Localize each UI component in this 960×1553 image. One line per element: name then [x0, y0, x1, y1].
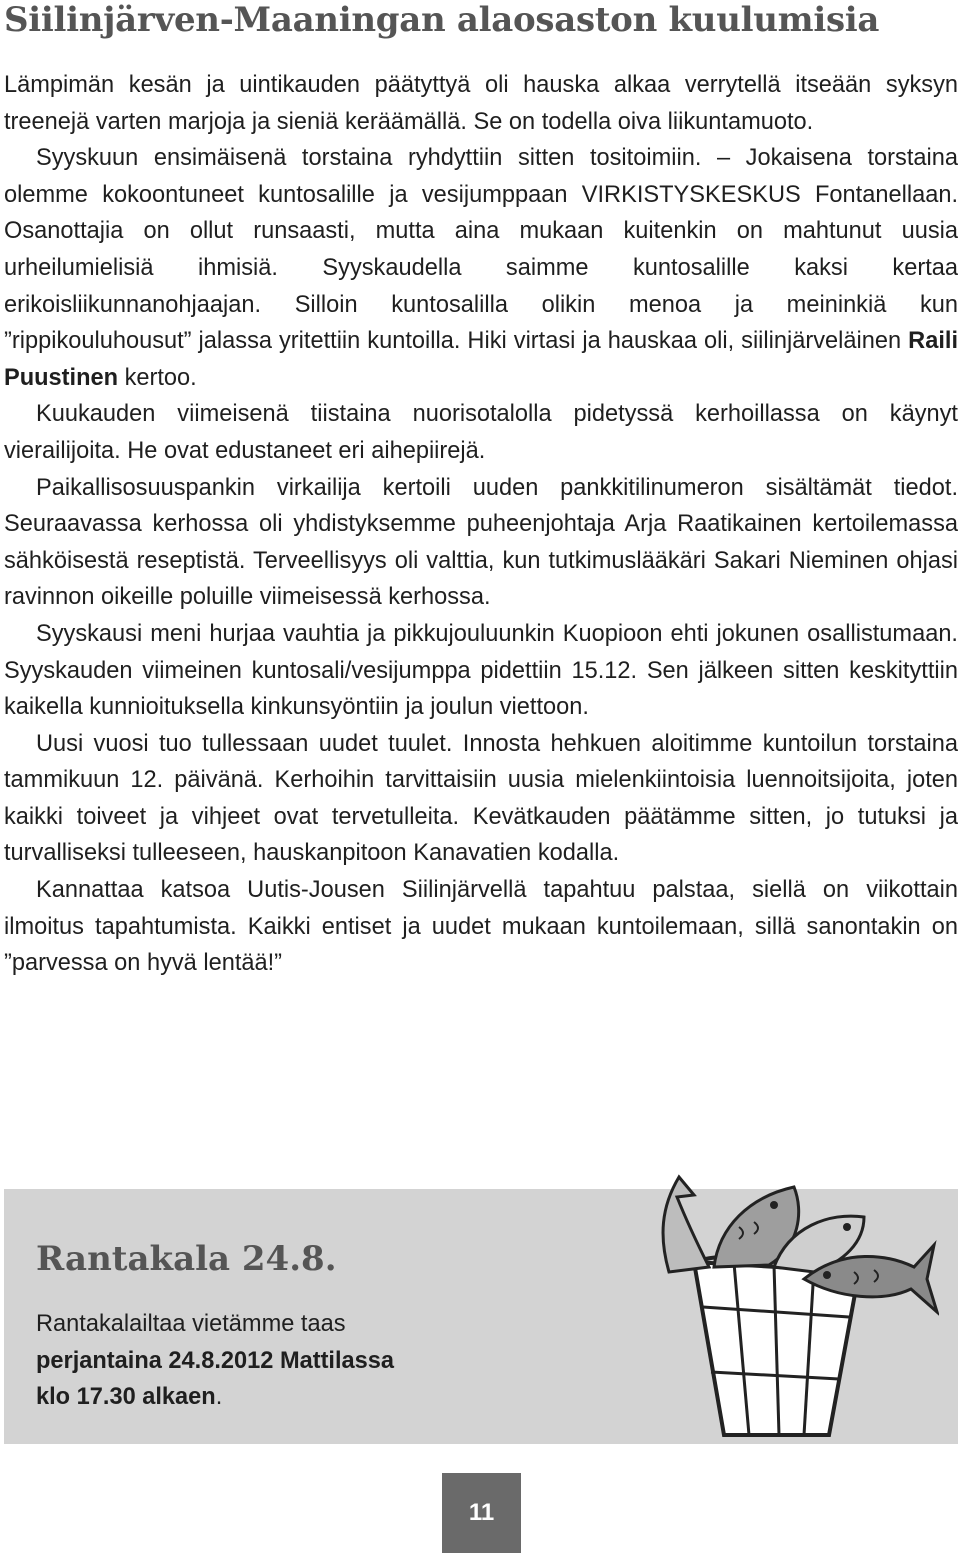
paragraph-7: Kannattaa katsoa Uutis-Jousen Siilinjärvellä tapahtuu palstaa, siellä on viikottain ilmoitus tapahtumista. Kaikki entiset ja uudet mukaan kuntoilemaan, sillä sanontakin on ”parvessa on hyvä lentää!” — [4, 877, 958, 977]
paragraph-2-end: kertoo. — [118, 364, 197, 391]
notice-line-3-suffix: . — [215, 1384, 223, 1410]
page-number: 11 — [468, 1499, 495, 1526]
paragraph-1: Lämpimän kesän ja uintikauden päätyttyä oli hauska alkaa verrytellä itseään syksyn treenejä varten marjoja ja sieniä keräämällä. Se on todella oiva liikuntamuoto. — [4, 72, 958, 135]
notice-line-3-wrap — [36, 1384, 222, 1410]
notice-box — [4, 1189, 958, 1444]
article-body — [4, 67, 958, 982]
notice-text — [36, 1306, 516, 1416]
notice-title: Rantakala 24.8. — [36, 1239, 337, 1279]
paragraph-2 — [4, 140, 958, 396]
notice-line-3: klo 17.30 alkaen — [36, 1384, 216, 1410]
paragraph-4: Paikallisosuuspankin virkailija kertoili uuden pankkitilinumeron sisältämät tiedot. Seuraavassa kerhossa oli yhdistyksemme puheenjohtaja Arja Raatikainen kertoilemassa sähköisestä reseptistä. Terveellisyys oli valttia, kun tutkimuslääkäri Sakari Nieminen ohjasi ravinnon oikeille poluille viimeisessä kerhossa. — [4, 474, 958, 611]
fish-bucket-icon — [599, 1167, 939, 1442]
notice-line-1: Rantakalailtaa vietämme taas — [36, 1311, 346, 1337]
notice-line-2: perjantaina 24.8.2012 Mattilassa — [36, 1347, 395, 1374]
page-number-box — [442, 1473, 521, 1553]
paragraph-6: Uusi vuosi tuo tullessaan uudet tuulet. Innosta hehkuen aloitimme kuntoilun torstaina tammikuun 12. päivänä. Kerhoihin tarvittaisiin uusia mielenkiintoisia luennoitsijoita, joten kaikki toiveet ja vihjeet ovat tervetulleita. Kevätkauden päätämme sitten, jo tutuksi ja turvalliseksi tulleeseen, hauskanpitoon Kanavatien kodalla. — [4, 730, 958, 867]
paragraph-5: Syyskausi meni hurjaa vauhtia ja pikkujouluunkin Kuopioon ehti jokunen osallistumaan. Syyskauden viimeinen kuntosali/vesijumppa pidettiin 15.12. Sen jälkeen sitten keskityttiin kaikella kunnioituksella kinkunsyöntiin ja joulun viettoon. — [4, 620, 958, 721]
paragraph-3: Kuukauden viimeisenä tiistaina nuorisotalolla pidetyssä kerhoillassa on käynyt vierailijoita. He ovat edustaneet eri aihepiirejä. — [4, 401, 958, 464]
article-title: Siilinjärven-Maaningan alaosaston kuulumisia — [4, 0, 880, 40]
paragraph-2-text: Syyskuun ensimäisenä torstaina ryhdyttiin sitten tositoimiin. – Jokaisena torstaina olemme kokoontuneet kuntosalille ja vesijumppaan VIRKISTYSKESKUS Fontanellaan. Osanottajia on ollut runsaasti, mutta aina mukaan kuitenkin on mahtunut uusia urheilumielisiä ihmisiä. Syyskaudella saimme kuntosalille kaksi kertaa erikoisliikunnanohjaajan. Silloin kuntosalilla olikin menoa ja meininkiä kun ”rippikouluhousut” jalassa yritettiin kuntoilla. Hiki virtasi ja hauskaa oli, siilinjärveläinen — [4, 145, 958, 355]
highlight-name: Raili Puustinen — [4, 328, 958, 391]
